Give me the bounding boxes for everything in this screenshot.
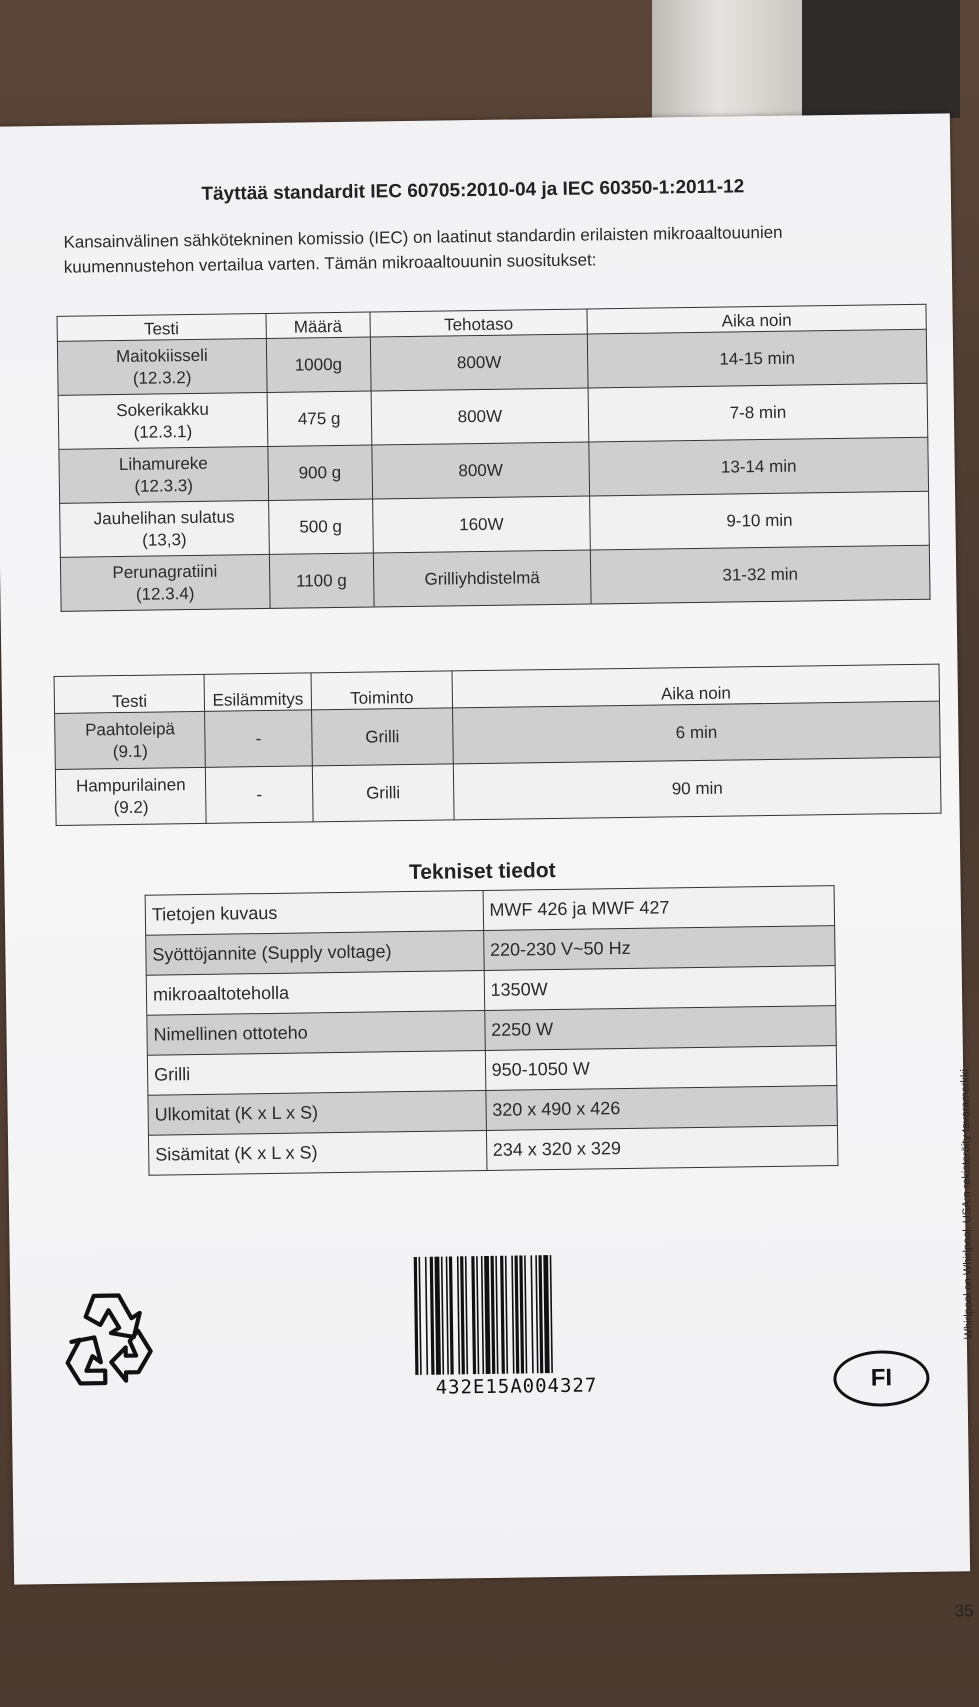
metal-edge bbox=[652, 0, 802, 118]
spec-value: 320 x 490 x 426 bbox=[485, 1086, 837, 1131]
spec-value: 2250 W bbox=[484, 1006, 836, 1051]
amount-cell: 1100 g bbox=[269, 553, 374, 608]
spec-label: Ulkomitat (K x L x S) bbox=[148, 1090, 486, 1135]
barcode-bar bbox=[460, 1256, 465, 1374]
tech-data-table bbox=[145, 885, 839, 1176]
barcode-bar bbox=[505, 1256, 508, 1374]
table-row bbox=[60, 545, 930, 611]
spec-label: Tietojen kuvaus bbox=[145, 890, 483, 935]
spec-label: Sisämitat (K x L x S) bbox=[148, 1130, 486, 1175]
spec-value: 234 x 320 x 329 bbox=[486, 1126, 838, 1171]
power-cell: 800W bbox=[372, 442, 590, 499]
header-time: Aika noin bbox=[587, 304, 926, 334]
barcode-bar bbox=[490, 1256, 495, 1374]
intro-text: Kansainvälinen sähkötekninen komissio (IEC) on laatinut standardin erilaisten mikroaaltouunien kuumennustehon vertailua varten. Tämän mikroaaltouunin suositukset: bbox=[63, 222, 783, 277]
barcode-bar bbox=[457, 1256, 460, 1374]
time-cell: 31-32 min bbox=[590, 545, 930, 604]
barcode-bar bbox=[495, 1256, 498, 1374]
test-cell: Paahtoleipä (9.1) bbox=[55, 711, 206, 769]
recycle-icon bbox=[54, 1285, 159, 1390]
barcode-bar bbox=[434, 1257, 440, 1375]
page-title: Täyttää standardit IEC 60705:2010-04 ja IEC 60350-1:2011-12 bbox=[201, 176, 745, 205]
preheat-cell: - bbox=[205, 710, 312, 767]
function-cell: Grilli bbox=[312, 764, 454, 822]
time-cell: 14-15 min bbox=[587, 329, 927, 388]
barcode-bar bbox=[476, 1256, 479, 1374]
time-cell: 6 min bbox=[453, 701, 941, 764]
page-number: 35 bbox=[954, 1601, 974, 1621]
barcode-bar bbox=[471, 1256, 476, 1374]
test-cell: Jauhelihan sulatus (13,3) bbox=[60, 500, 269, 557]
power-cell: 800W bbox=[370, 334, 588, 391]
amount-cell: 900 g bbox=[267, 445, 372, 500]
barcode-bar bbox=[465, 1256, 468, 1374]
power-cell: 800W bbox=[371, 388, 589, 445]
spec-label: mikroaaltoteholla bbox=[146, 970, 484, 1015]
language-badge: FI bbox=[833, 1350, 930, 1407]
tech-data-title: Tekniset tiedot bbox=[408, 858, 556, 885]
header-test: Testi bbox=[54, 674, 205, 713]
barcode-bar bbox=[500, 1256, 505, 1374]
barcode-bar bbox=[425, 1257, 428, 1375]
barcode-bar bbox=[414, 1257, 419, 1375]
barcode-bar bbox=[441, 1257, 444, 1375]
barcode-bar bbox=[514, 1256, 519, 1374]
grill-test-table bbox=[54, 664, 942, 826]
time-cell: 7-8 min bbox=[588, 383, 928, 442]
test-cell: Sokerikakku (12.3.1) bbox=[58, 392, 267, 449]
function-cell: Grilli bbox=[311, 708, 453, 766]
spec-value: 950-1050 W bbox=[485, 1046, 837, 1091]
table-row bbox=[148, 1126, 837, 1176]
table-row bbox=[55, 757, 941, 825]
preheat-cell: - bbox=[206, 766, 313, 823]
test-cell: Perunagratiini (12.3.4) bbox=[60, 554, 269, 611]
header-amount: Määrä bbox=[266, 312, 371, 338]
barcode-bar bbox=[524, 1255, 527, 1373]
barcode-bar bbox=[481, 1256, 484, 1374]
spec-label: Nimellinen ottoteho bbox=[147, 1010, 485, 1055]
spec-label: Syöttöjannite (Supply voltage) bbox=[146, 930, 484, 975]
amount-cell: 1000g bbox=[266, 337, 371, 392]
header-test: Testi bbox=[57, 313, 266, 341]
barcode-bar bbox=[449, 1256, 454, 1374]
time-cell: 9-10 min bbox=[590, 491, 930, 550]
barcode-bar bbox=[446, 1257, 449, 1375]
barcode-number: 432E15A004327 bbox=[435, 1374, 598, 1399]
dark-background bbox=[802, 0, 960, 118]
amount-cell: 475 g bbox=[267, 391, 372, 446]
power-cell: 160W bbox=[372, 496, 590, 553]
barcode-bar bbox=[418, 1257, 421, 1375]
time-cell: 13-14 min bbox=[589, 437, 929, 496]
microwave-test-table bbox=[57, 304, 931, 612]
spec-value: 1350W bbox=[484, 966, 836, 1011]
header-function: Toiminto bbox=[311, 671, 453, 710]
barcode bbox=[414, 1254, 612, 1375]
spec-label: Grilli bbox=[147, 1050, 485, 1095]
spec-value: 220-230 V~50 Hz bbox=[483, 926, 835, 971]
test-cell: Lihamureke (12.3.3) bbox=[59, 446, 268, 503]
trademark-note: Whirlpool on Whirlpool, USA:n rekisteröity tavaramerkki bbox=[959, 1068, 975, 1340]
test-cell: Hampurilainen (9.2) bbox=[55, 767, 206, 825]
barcode-bar bbox=[535, 1255, 538, 1373]
barcode-bar bbox=[530, 1255, 533, 1373]
header-power: Tehotaso bbox=[370, 309, 588, 337]
barcode-bar bbox=[430, 1257, 435, 1375]
spec-value: MWF 426 ja MWF 427 bbox=[483, 886, 835, 931]
barcode-bar bbox=[538, 1255, 543, 1373]
header-time: Aika noin bbox=[452, 664, 939, 708]
time-cell: 90 min bbox=[454, 757, 942, 820]
manual-page bbox=[0, 113, 975, 1621]
amount-cell: 500 g bbox=[268, 499, 373, 554]
barcode-bar bbox=[550, 1255, 553, 1373]
barcode-bar bbox=[543, 1255, 549, 1373]
barcode-bar bbox=[484, 1256, 490, 1374]
test-cell: Maitokiisseli (12.3.2) bbox=[57, 338, 266, 395]
barcode-bar bbox=[511, 1256, 514, 1374]
barcode-bar bbox=[519, 1255, 524, 1373]
header-preheat: Esilämmitys bbox=[204, 673, 311, 711]
power-cell: Grilliyhdistelmä bbox=[373, 550, 591, 607]
